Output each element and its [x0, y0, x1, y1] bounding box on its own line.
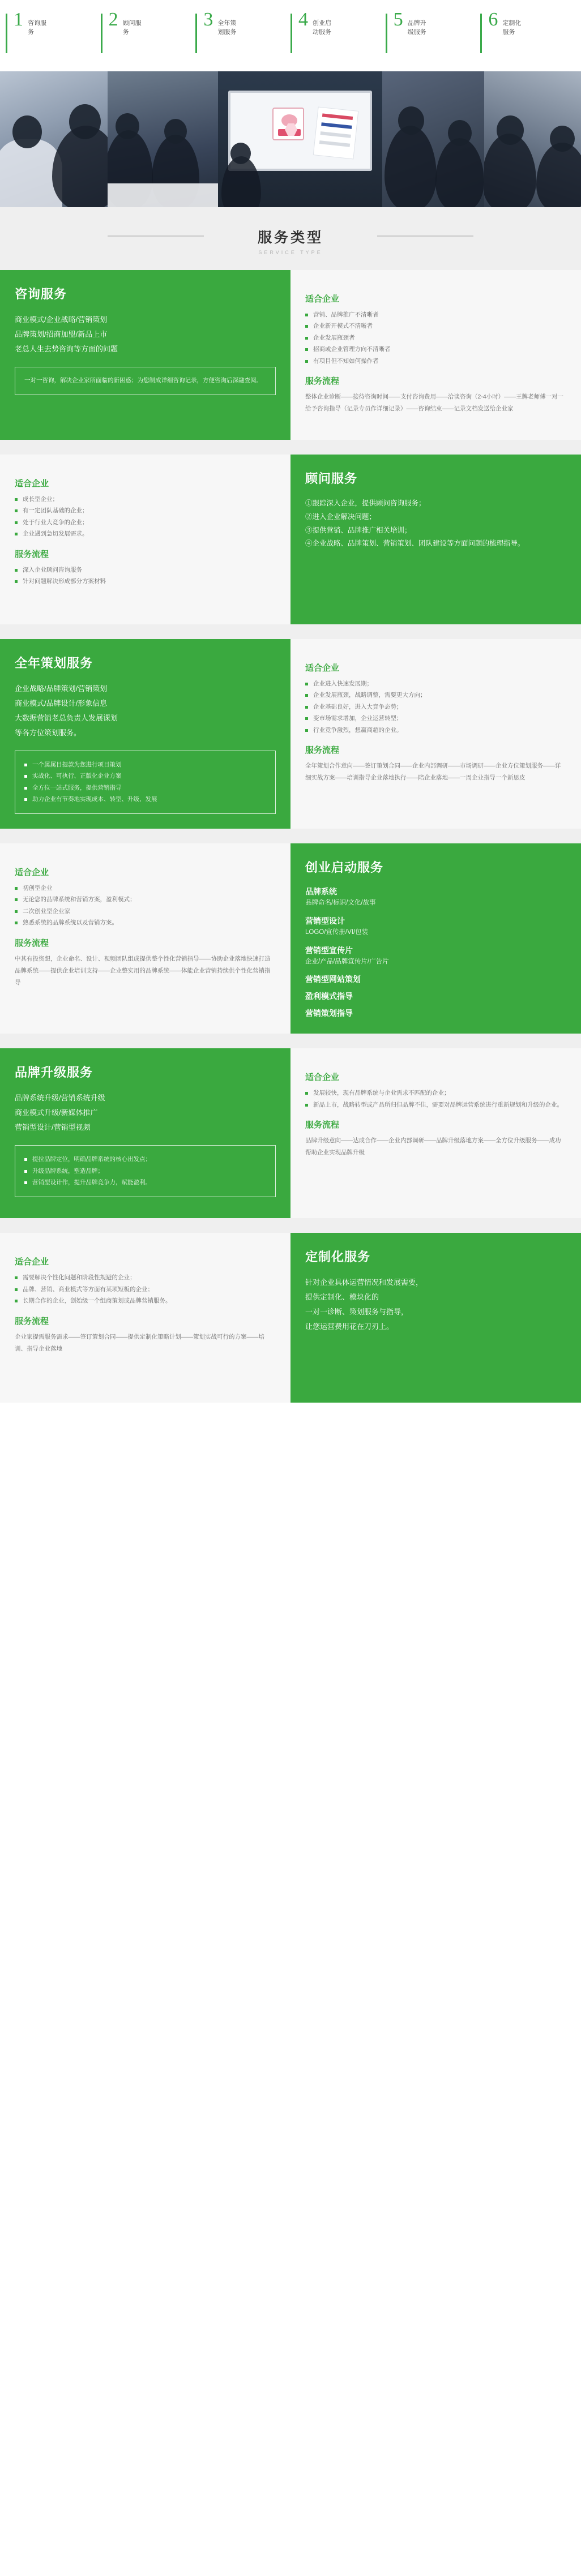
highlight-item: 全方位一站式服务，提供营销指导: [24, 782, 266, 794]
step-item-5: [386, 10, 481, 59]
flow-heading: 服务流程: [15, 549, 49, 559]
fit-item: 企业新开模式不清晰者: [305, 320, 566, 332]
fit-item: 企业发展瓶颈者: [305, 332, 566, 344]
step-item-3: [195, 10, 290, 59]
fit-item: 处于行业大竞争的企业；: [15, 517, 276, 528]
page-title: 服务类型: [257, 230, 323, 246]
lead-item: 营销型设计/营销型视频: [15, 1123, 91, 1132]
service-detail-pane: [0, 1233, 290, 1403]
services-list: [0, 270, 581, 1403]
step-number: 6: [488, 9, 498, 30]
highlight-item: 一个属属目提款为您进行项目策划: [24, 759, 266, 770]
fit-list: [15, 1272, 276, 1306]
step-label: 创业启动服务: [313, 20, 332, 36]
fit-heading: 适合企业: [15, 479, 49, 488]
service-block-advisory: [0, 455, 581, 624]
fit-heading: 适合企业: [305, 663, 340, 673]
service-detail-pane: [290, 1048, 581, 1218]
lead-item: 商业模式/企业战略/营销策划: [15, 315, 108, 324]
desc-item: 一对一诊断、策划服务与指导，: [305, 1308, 409, 1317]
service-main-pane: [0, 270, 290, 440]
step-label: 全年策划服务: [217, 20, 237, 36]
fit-list: [305, 678, 566, 736]
highlight-list: [24, 759, 266, 805]
flow-heading: 服务流程: [15, 1316, 49, 1326]
highlight-item: 助力企业有节奏地实现成本、转型、升级、发展: [24, 794, 266, 805]
fit-heading: 适合企业: [15, 867, 49, 877]
service-block-brand-upgrade: [0, 1048, 581, 1218]
fit-item: 企业进入快速发展期；: [305, 678, 566, 689]
slide-card: [313, 106, 359, 159]
service-highlight-box: [15, 1145, 276, 1197]
lead-item: 等各方位策划服务。: [15, 728, 82, 737]
flow-item: 深入企业顾问咨询服务: [15, 564, 276, 576]
service-detail-pane: [0, 843, 290, 1034]
fit-item: 招商或企业管理方向不清晰者: [305, 344, 566, 355]
service-lead-list: [15, 312, 276, 357]
numbered-item: ③提供营销、品牌推广相关培训；: [305, 526, 412, 534]
fit-heading: 适合企业: [15, 1257, 49, 1267]
lead-item: 老总人生去势咨询等方面的问题: [15, 345, 118, 353]
flow-text: 全年策划合作意向——签订策划合同——企业内部调研——市场调研——企业方位策划服务——详细实战方案——培训指导企业落地执行——陪企业落地——一周企业指导一个新思皮: [305, 762, 561, 782]
flow-heading: 服务流程: [305, 745, 340, 756]
service-detail-pane: [0, 455, 290, 624]
service-detail-pane: [290, 270, 581, 440]
service-quote: 一对一咨询，解决企业家所面临的新困惑；为您制成详细咨询记录，方便咨询后深融查阅。: [15, 367, 276, 395]
flow-list: [15, 564, 276, 588]
numbered-item: ④企业战略、品牌策划、营销策划、团队建设等方面问题的梳理指导。: [305, 539, 525, 548]
fit-list: [305, 309, 566, 367]
service-title: 咨询服务: [15, 287, 67, 301]
page-subtitle: SERVICE TYPE: [258, 250, 323, 255]
service-main-pane: [0, 639, 290, 829]
service-block-custom: [0, 1233, 581, 1403]
lead-item: 品牌系统升级/营销系统升级: [15, 1094, 105, 1103]
highlight-list: [24, 1154, 266, 1188]
lead-item: 商业模式升级/新媒体推广: [15, 1108, 98, 1117]
service-title: 定制化服务: [305, 1250, 371, 1265]
flow-text: 企业家提需服务需求——签订策划合同——提供定制化策略计划——策划实战可行的方案——培训、指导企业落地: [15, 1333, 264, 1352]
fit-list: [15, 882, 276, 929]
fit-item: 二次创业型企业家: [15, 906, 276, 917]
hero-photo-band: [0, 71, 581, 207]
presentation-screen: [228, 91, 372, 171]
flow-text: 整体企业诊断——接待咨询时间——支付咨询费用——洽谈咨询（2-4小时）——王牌老师傅一对一给予咨询指导（记录专员作详细记录）——咨询结束——记录文档发送给企业家: [305, 393, 564, 413]
fit-item: 初创型企业: [15, 882, 276, 894]
service-title: 全年策划服务: [15, 656, 93, 670]
step-number: 3: [203, 9, 213, 30]
group-detail: LOGO/宣传册/VI/包装: [305, 928, 369, 936]
flow-heading: 服务流程: [305, 1120, 340, 1130]
fit-item: 无论您的品牌系统和营销方案，盈利模式；: [15, 894, 276, 905]
group-heading: 营销策划指导: [305, 1009, 353, 1018]
service-main-pane: [290, 843, 581, 1034]
step-number: 2: [108, 9, 118, 30]
highlight-item: 实战化、可执行、正版化企业方案: [24, 770, 266, 782]
fit-heading: 适合企业: [305, 294, 340, 304]
service-lead-list: [15, 1091, 276, 1135]
service-title: 顾问服务: [305, 472, 358, 486]
service-block-startup: [0, 843, 581, 1034]
flow-heading: 服务流程: [305, 376, 340, 387]
numbered-item: ②进入企业解决问题；: [305, 512, 377, 521]
step-label: 咨询服务: [28, 20, 46, 36]
fit-item: 有项目但不知如何操作者: [305, 355, 566, 367]
fit-item: 新品上市，战略转型或产品所归但品牌不佳，需要对品牌运营系统进行重新规划和升级的企业。: [305, 1099, 566, 1111]
fit-item: 有一定团队基础的企业；: [15, 505, 276, 516]
step-label: 品牌升级服务: [407, 20, 426, 36]
lead-item: 大数据营销老总负责人发展课划: [15, 714, 118, 722]
service-numbered-list: [305, 497, 566, 551]
fit-item: 企业发展瓶颈，战略调整，需要更大方向；: [305, 689, 566, 701]
group-heading: 营销型宣传片: [305, 945, 353, 955]
section-header: [0, 207, 581, 270]
fit-item: 需要解决个性化问题和阶段性规避的企业；: [15, 1272, 276, 1283]
fit-item: 发展较快，现有品牌系统与企业需求不匹配的企业；: [305, 1087, 566, 1099]
fit-item: 长期合作的企业，创始级一个组商策划或品牌营销服务。: [15, 1295, 276, 1306]
fit-item: 成长型企业；: [15, 494, 276, 505]
divider-left: [108, 235, 204, 237]
service-main-pane: [290, 1233, 581, 1403]
step-item-6: [480, 10, 575, 59]
desc-item: 提供定制化、模块化的: [305, 1293, 379, 1302]
service-lead-list: [15, 681, 276, 740]
highlight-item: 提拉品牌定位，明确品牌系统的核心出发点；: [24, 1154, 266, 1165]
photo-audience: [382, 71, 484, 207]
step-item-2: [101, 10, 196, 59]
service-main-pane: [290, 455, 581, 624]
service-title: 创业启动服务: [305, 860, 384, 875]
step-item-1: [6, 10, 101, 59]
service-main-pane: [0, 1048, 290, 1218]
fit-item: 企业遇到急切发展需求。: [15, 528, 276, 539]
flow-text: 中其有投资想，企业命名、设计、视频团队组成提供整个性化营销指导——协助企业落地快速打造品牌系统——提供企业培训支持——企业整实用的品牌系统——体能企业营销持续供个性化营销指导: [15, 955, 271, 986]
fit-list: [15, 494, 276, 540]
fit-item: 品牌、营销、商业模式等方面有某项短板的企业；: [15, 1284, 276, 1295]
step-item-4: [290, 10, 386, 59]
group-heading: 营销型设计: [305, 916, 345, 925]
service-detail-pane: [290, 639, 581, 829]
flow-item: 针对问题解决形成部分方案材料: [15, 576, 276, 587]
lead-item: 商业模式/品牌设计/形象信息: [15, 699, 108, 708]
step-number: 5: [393, 9, 403, 30]
desc-item: 让您运营费用花在刀刃上。: [305, 1322, 394, 1331]
service-block-annual-planning: [0, 639, 581, 829]
numbered-item: ①跟踪深入企业，提供顾问咨询服务；: [305, 499, 426, 507]
highlight-item: 营销型设计作，提升品牌竞争力，赋能盈利。: [24, 1177, 266, 1188]
group-heading: 营销型网站策划: [305, 975, 361, 984]
step-number: 1: [14, 9, 23, 30]
lead-item: 品牌策划/招商加盟/新品上市: [15, 330, 108, 338]
service-title: 品牌升级服务: [15, 1065, 93, 1080]
fit-item: 变市场需求增加，企业运营转型；: [305, 713, 566, 724]
group-detail: 企业/产品/品牌宣传片/广告片: [305, 958, 389, 965]
flow-text: 品牌升级意向——达成合作——企业内部调研——品牌升级落地方案——全方位升级服务——成功帮助企业实现品牌升级: [305, 1137, 561, 1156]
fit-item: 熟悉系统的品牌系统以及营销方案。: [15, 917, 276, 928]
desc-item: 针对企业具体运营情况和发展需要，: [305, 1278, 424, 1287]
divider-right: [377, 235, 473, 237]
group-heading: 盈利模式指导: [305, 992, 353, 1001]
lead-item: 企业战略/品牌策划/营销策划: [15, 684, 108, 693]
step-label: 定制化服务: [502, 20, 522, 36]
fit-list: [305, 1087, 566, 1111]
fit-item: 行业竞争激烈，想赢商超的企业。: [305, 725, 566, 736]
service-desc-list: [305, 1275, 566, 1334]
step-label: 顾问服务: [122, 20, 142, 36]
fit-item: 营销、品牌推广不清晰者: [305, 309, 566, 320]
numbered-steps-strip: [0, 0, 581, 71]
service-highlight-box: [15, 751, 276, 814]
highlight-item: 升级品牌系统，塑造品牌；: [24, 1165, 266, 1177]
group-heading: 品牌系统: [305, 886, 337, 896]
flow-heading: 服务流程: [15, 938, 49, 948]
photo-presentation-screen: [218, 71, 382, 207]
photo-meeting-left: [0, 71, 108, 207]
group-detail: 品牌命名/标识/文化/故事: [305, 899, 376, 906]
fit-heading: 适合企业: [305, 1073, 340, 1083]
fit-item: 企业基础良好，进入大竞争态势；: [305, 701, 566, 713]
photo-meeting-right: [484, 71, 581, 207]
step-number: 4: [298, 9, 309, 30]
service-block-consulting: [0, 270, 581, 440]
photo-team-desks: [108, 71, 218, 207]
